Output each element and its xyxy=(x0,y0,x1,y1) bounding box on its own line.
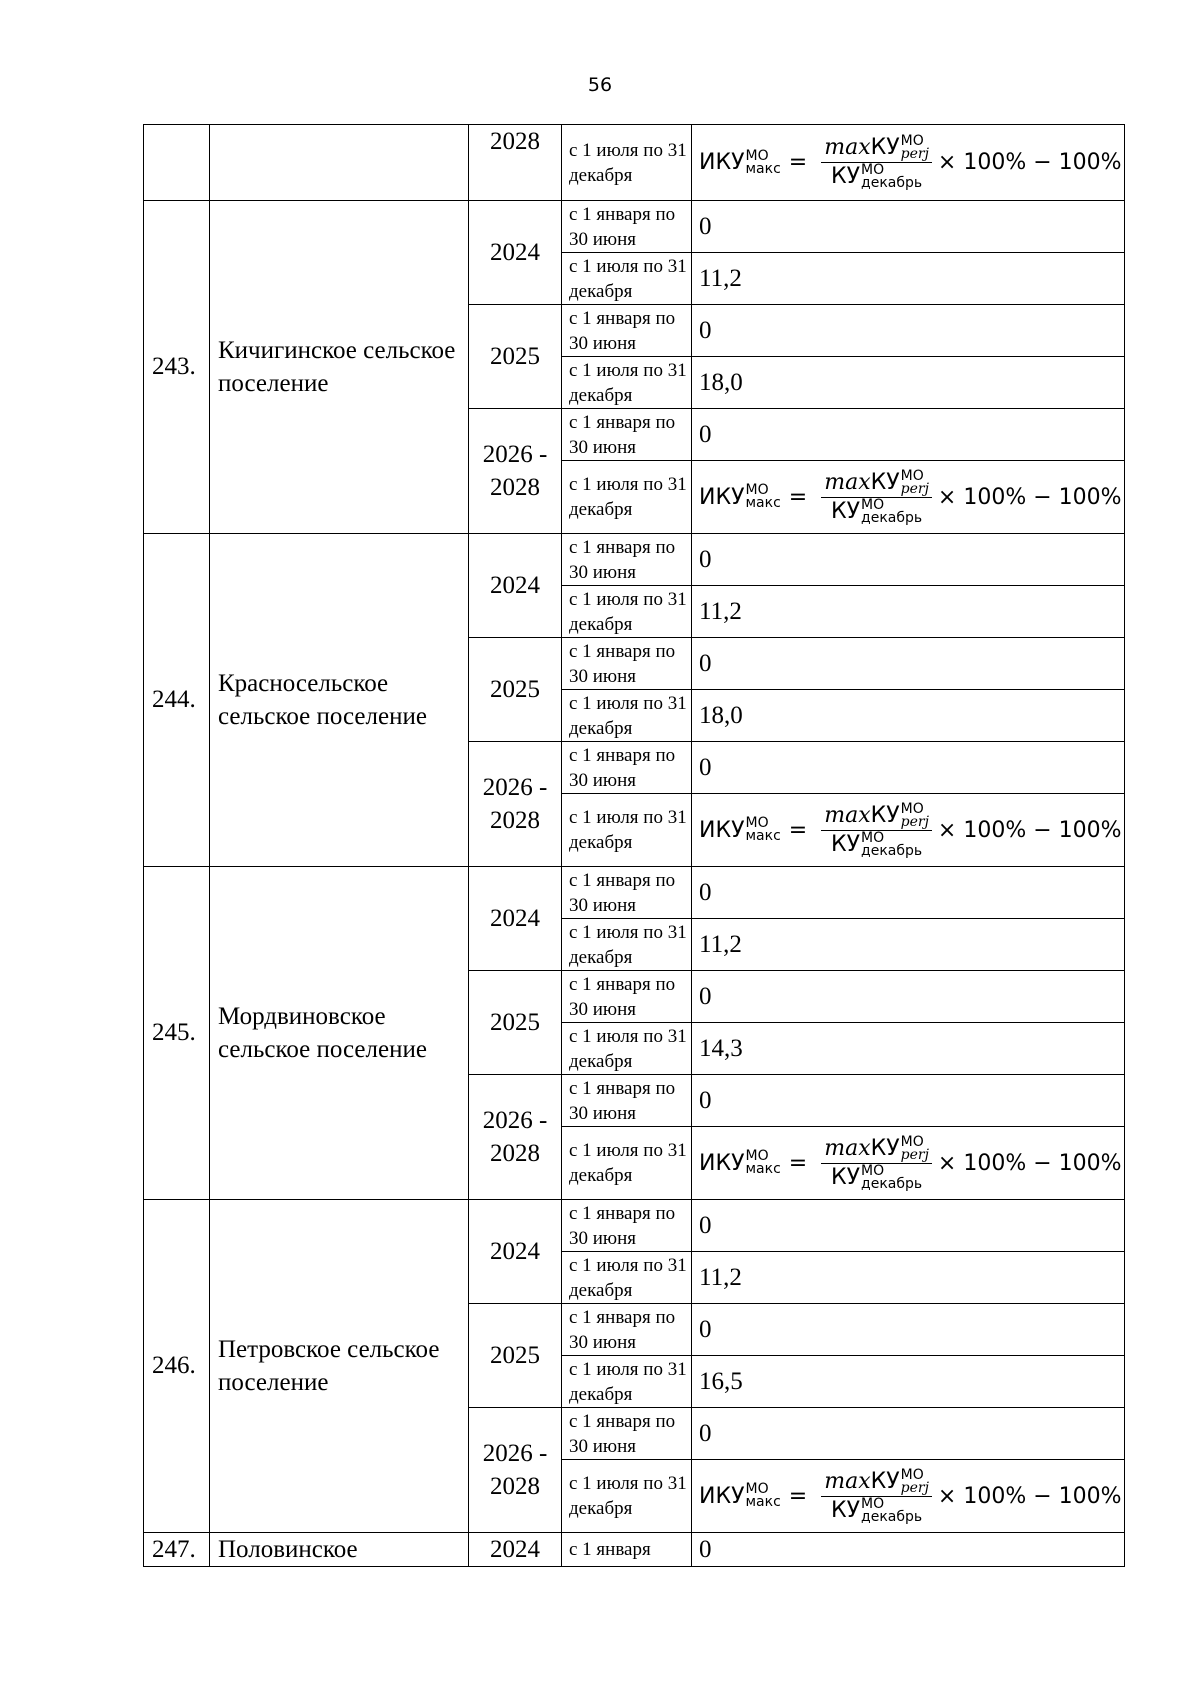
period-cell: с 1 июля по 31 декабря xyxy=(562,586,692,638)
settlement-number: 244. xyxy=(144,534,210,867)
num-cell xyxy=(144,125,210,201)
formula-denominator: КУ МО декабрь xyxy=(831,162,923,191)
formula-equals: = xyxy=(788,484,808,510)
value-cell: 0 xyxy=(692,1304,1125,1356)
settlement-number: 247. xyxy=(144,1533,210,1567)
formula-equals: = xyxy=(788,150,808,175)
formula-lhs: ИКУ xyxy=(699,150,745,175)
period-cell: с 1 января по 30 июня xyxy=(562,638,692,690)
formula-lhs-sup: МО xyxy=(745,147,769,164)
value-cell: 0 xyxy=(692,742,1125,794)
formula-numerator: maxКУ МО perj xyxy=(821,470,932,498)
settlement-name: Половинское xyxy=(210,1533,469,1567)
period-cell: с 1 января по 30 июня xyxy=(562,1408,692,1460)
index-formula xyxy=(699,467,1122,526)
settlement-number: 246. xyxy=(144,1200,210,1533)
year-cell: 2026 - 2028 xyxy=(469,742,562,867)
period-cell: с 1 января по 30 июня xyxy=(562,1075,692,1127)
value-cell: 16,5 xyxy=(692,1356,1125,1408)
value-cell: 0 xyxy=(692,201,1125,253)
period-cell: с 1 января по 30 июня xyxy=(562,305,692,357)
value-cell: 0 xyxy=(692,971,1125,1023)
table-row xyxy=(144,125,1125,201)
index-formula xyxy=(699,135,1122,190)
year-cell: 2026 - 2028 xyxy=(469,1408,562,1533)
period-cell: с 1 января по 30 июня xyxy=(562,409,692,461)
formula-numerator: maxКУ МО perj xyxy=(821,1136,932,1164)
period-cell: с 1 июля по 31 декабря xyxy=(562,794,692,867)
year-cell: 2024 xyxy=(469,534,562,638)
period-cell: с 1 июля по 31 декабря xyxy=(562,125,692,201)
settlement-name: Красносельское сельское поселение xyxy=(210,534,469,867)
value-cell: 0 xyxy=(692,1075,1125,1127)
value-cell: 11,2 xyxy=(692,1252,1125,1304)
formula-denominator: КУ МО декабрь xyxy=(831,496,923,526)
year-cell: 2025 xyxy=(469,1304,562,1408)
formula-cell xyxy=(692,1127,1125,1200)
table-row xyxy=(144,534,1125,586)
value-cell: 18,0 xyxy=(692,357,1125,409)
period-cell: с 1 июля по 31 декабря xyxy=(562,461,692,534)
formula-fraction xyxy=(821,1466,932,1525)
formula-tail: × 100% − 100% xyxy=(937,1150,1122,1176)
period-cell: с 1 июля по 31 декабря xyxy=(562,253,692,305)
period-cell: с 1 июля по 31 декабря xyxy=(562,1127,692,1200)
period-cell: с 1 июля по 31 декабря xyxy=(562,1356,692,1408)
table-row xyxy=(144,867,1125,919)
period-cell: с 1 июля по 31 декабря xyxy=(562,1023,692,1075)
formula-equals: = xyxy=(788,1150,808,1176)
table-row xyxy=(144,201,1125,253)
value-cell: 11,2 xyxy=(692,253,1125,305)
formula-lhs-sub: макс xyxy=(745,160,781,177)
formula-lhs: ИКУ xyxy=(699,817,745,843)
value-cell: 0 xyxy=(692,1533,1125,1567)
period-cell: с 1 июля по 31 декабря xyxy=(562,1252,692,1304)
settlement-name: Петровское сельское поселение xyxy=(210,1200,469,1533)
formula-fraction xyxy=(821,467,932,526)
period-cell: с 1 июля по 31 декабря xyxy=(562,690,692,742)
period-cell: с 1 июля по 31 декабря xyxy=(562,1460,692,1533)
formula-lhs-sub: макс xyxy=(745,1494,781,1510)
period-cell: с 1 января по 30 июня xyxy=(562,1304,692,1356)
formula-fraction xyxy=(821,800,932,859)
formula-cell xyxy=(692,461,1125,534)
formula-tail: × 100% − 100% xyxy=(937,817,1122,843)
settlement-number: 243. xyxy=(144,201,210,534)
table-row xyxy=(144,1200,1125,1252)
name-cell xyxy=(210,125,469,201)
formula-lhs-sup: МО xyxy=(745,482,769,498)
index-formula xyxy=(699,1466,1122,1525)
year-cell: 2025 xyxy=(469,305,562,409)
value-cell: 14,3 xyxy=(692,1023,1125,1075)
formula-fraction xyxy=(821,135,932,190)
period-cell: с 1 января по 30 июня xyxy=(562,1200,692,1252)
year-cell: 2024 xyxy=(469,1200,562,1304)
year-cell: 2026 - 2028 xyxy=(469,1075,562,1200)
value-cell: 0 xyxy=(692,534,1125,586)
formula-lhs-sup: МО xyxy=(745,1481,769,1497)
formula-lhs-sub: макс xyxy=(745,1161,781,1177)
formula-denominator: КУ МО декабрь xyxy=(831,829,923,859)
table-row xyxy=(144,1533,1125,1567)
formula-equals: = xyxy=(788,1483,808,1509)
tariff-index-table xyxy=(143,124,1125,1567)
formula-denominator: КУ МО декабрь xyxy=(831,1162,923,1192)
value-cell: 0 xyxy=(692,638,1125,690)
formula-denominator: КУ МО декабрь xyxy=(831,1495,923,1525)
year-cell: 2024 xyxy=(469,201,562,305)
formula-lhs: ИКУ xyxy=(699,484,745,510)
period-cell: с 1 января по 30 июня xyxy=(562,201,692,253)
formula-numerator: maxКУ МО perj xyxy=(821,1469,932,1497)
index-formula xyxy=(699,800,1122,859)
formula-fraction xyxy=(821,1133,932,1192)
period-cell: с 1 июля по 31 декабря xyxy=(562,919,692,971)
value-cell: 0 xyxy=(692,1200,1125,1252)
formula-lhs-sub: макс xyxy=(745,495,781,511)
settlement-number: 245. xyxy=(144,867,210,1200)
formula-lhs-sup: МО xyxy=(745,815,769,831)
index-formula xyxy=(699,1133,1122,1192)
period-cell: с 1 января по 30 июня xyxy=(562,742,692,794)
formula-tail: × 100% − 100% xyxy=(937,1483,1122,1509)
value-cell: 0 xyxy=(692,1408,1125,1460)
formula-numerator: maxКУ МО perj xyxy=(821,803,932,831)
formula-lhs: ИКУ xyxy=(699,1150,745,1176)
value-cell: 18,0 xyxy=(692,690,1125,742)
formula-lhs: ИКУ xyxy=(699,1483,745,1509)
period-cell: с 1 января по 30 июня xyxy=(562,971,692,1023)
formula-tail: × 100% − 100% xyxy=(937,150,1122,175)
formula-tail: × 100% − 100% xyxy=(937,484,1122,510)
period-cell: с 1 июля по 31 декабря xyxy=(562,357,692,409)
formula-lhs-sup: МО xyxy=(745,1148,769,1164)
value-cell: 0 xyxy=(692,867,1125,919)
formula-equals: = xyxy=(788,817,808,843)
settlement-name: Кичигинское сельское поселение xyxy=(210,201,469,534)
formula-cell xyxy=(692,794,1125,867)
formula-cell xyxy=(692,1460,1125,1533)
value-cell: 11,2 xyxy=(692,586,1125,638)
page-number: 56 xyxy=(587,74,613,96)
year-cell: 2024 xyxy=(469,867,562,971)
value-cell: 0 xyxy=(692,305,1125,357)
year-cell: 2026 - 2028 xyxy=(469,409,562,534)
period-cell: с 1 января xyxy=(562,1533,692,1567)
year-cell: 2025 xyxy=(469,971,562,1075)
period-cell: с 1 января по 30 июня xyxy=(562,534,692,586)
formula-lhs-sub: макс xyxy=(745,828,781,844)
period-cell: с 1 января по 30 июня xyxy=(562,867,692,919)
value-cell: 11,2 xyxy=(692,919,1125,971)
year-cell: 2025 xyxy=(469,638,562,742)
year-cell: 2028 xyxy=(469,125,562,201)
value-cell: 0 xyxy=(692,409,1125,461)
year-cell: 2024 xyxy=(469,1533,562,1567)
formula-numerator: maxКУ МО perj xyxy=(821,135,932,163)
formula-cell xyxy=(692,125,1125,201)
settlement-name: Мордвиновское сельское поселение xyxy=(210,867,469,1200)
